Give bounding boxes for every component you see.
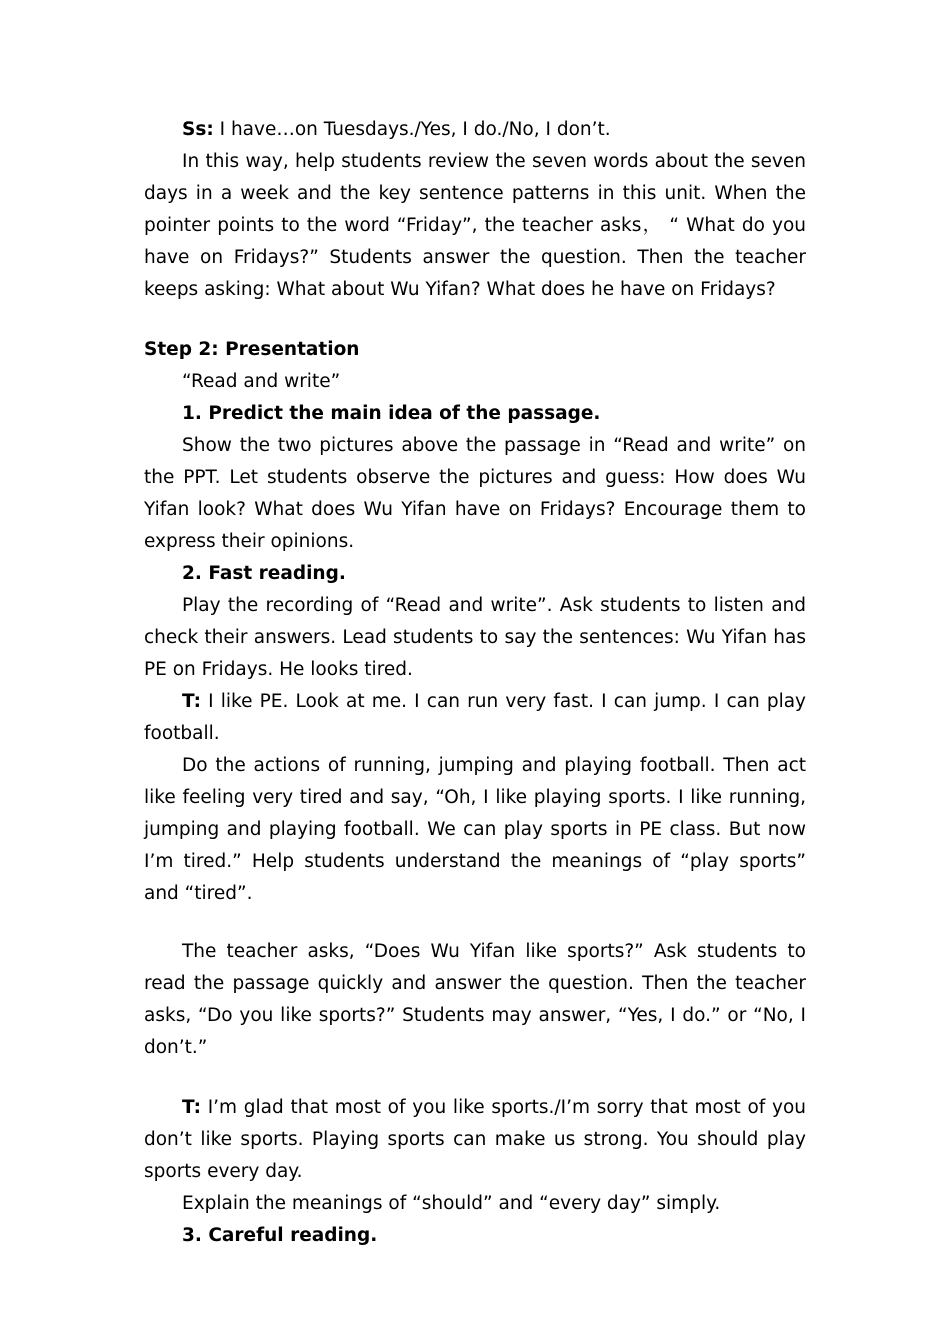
teacher-line-1: [144, 686, 806, 750]
ss-response-text: I have…on Tuesdays./Yes, I do./No, I don’t.: [213, 119, 611, 140]
teacher-label: T:: [182, 691, 202, 712]
item1-title: 1. Predict the main idea of the passage.: [182, 403, 601, 424]
ss-response-line: [144, 114, 806, 146]
teacher-line-1-text: I like PE. Look at me. I can run very fast. I can jump. I can play football.: [144, 691, 806, 744]
actions-paragraph: Do the actions of running, jumping and playing football. Then act like feeling very tired and say, “Oh, I like playing sports. I like running, jumping and playing football. We can play sports in PE class. But now I’m tired.” Help students understand the meanings of “play sports” and “tired”.: [144, 755, 806, 904]
item1-paragraph: Show the two pictures above the passage in “Read and write” on the PPT. Let students observe the pictures and guess: How does Wu Yifan look? What does Wu Yifan have on Fridays? Encourage them to express their opinions.: [144, 435, 806, 552]
review-paragraph: In this way, help students review the seven words about the seven days in a week and the key sentence patterns in this unit. When the pointer points to the word “Friday”, the teacher asks， “ What do you have on Fridays?” Students answer the question. Then the teacher keeps asking: What about Wu Yifan? What does he have on Fridays?: [144, 151, 806, 300]
item3-title: 3. Careful reading.: [182, 1225, 378, 1246]
teacher-line-2-text: I’m glad that most of you like sports./I’m sorry that most of you don’t like sports. Playing sports can make us strong. You should play sports every day.: [144, 1097, 806, 1182]
ss-label: Ss:: [182, 119, 214, 140]
document-page: [144, 114, 806, 1252]
read-and-write-label: “Read and write”: [182, 371, 341, 392]
item2-title: 2. Fast reading.: [182, 563, 346, 584]
step2-heading: Step 2: Presentation: [144, 339, 360, 360]
teacher-label: T:: [182, 1097, 202, 1118]
teacher-asks-paragraph: The teacher asks, “Does Wu Yifan like sports?” Ask students to read the passage quickly and answer the question. Then the teacher asks, “Do you like sports?” Students may answer, “Yes, I do.” or “No, I don’t.”: [144, 941, 806, 1058]
teacher-line-2: [144, 1092, 806, 1188]
item2-paragraph: Play the recording of “Read and write”. Ask students to listen and check their answers. Lead students to say the sentences: Wu Yifan has PE on Fridays. He looks tired.: [144, 595, 806, 680]
explain-paragraph: Explain the meanings of “should” and “every day” simply.: [182, 1193, 721, 1214]
